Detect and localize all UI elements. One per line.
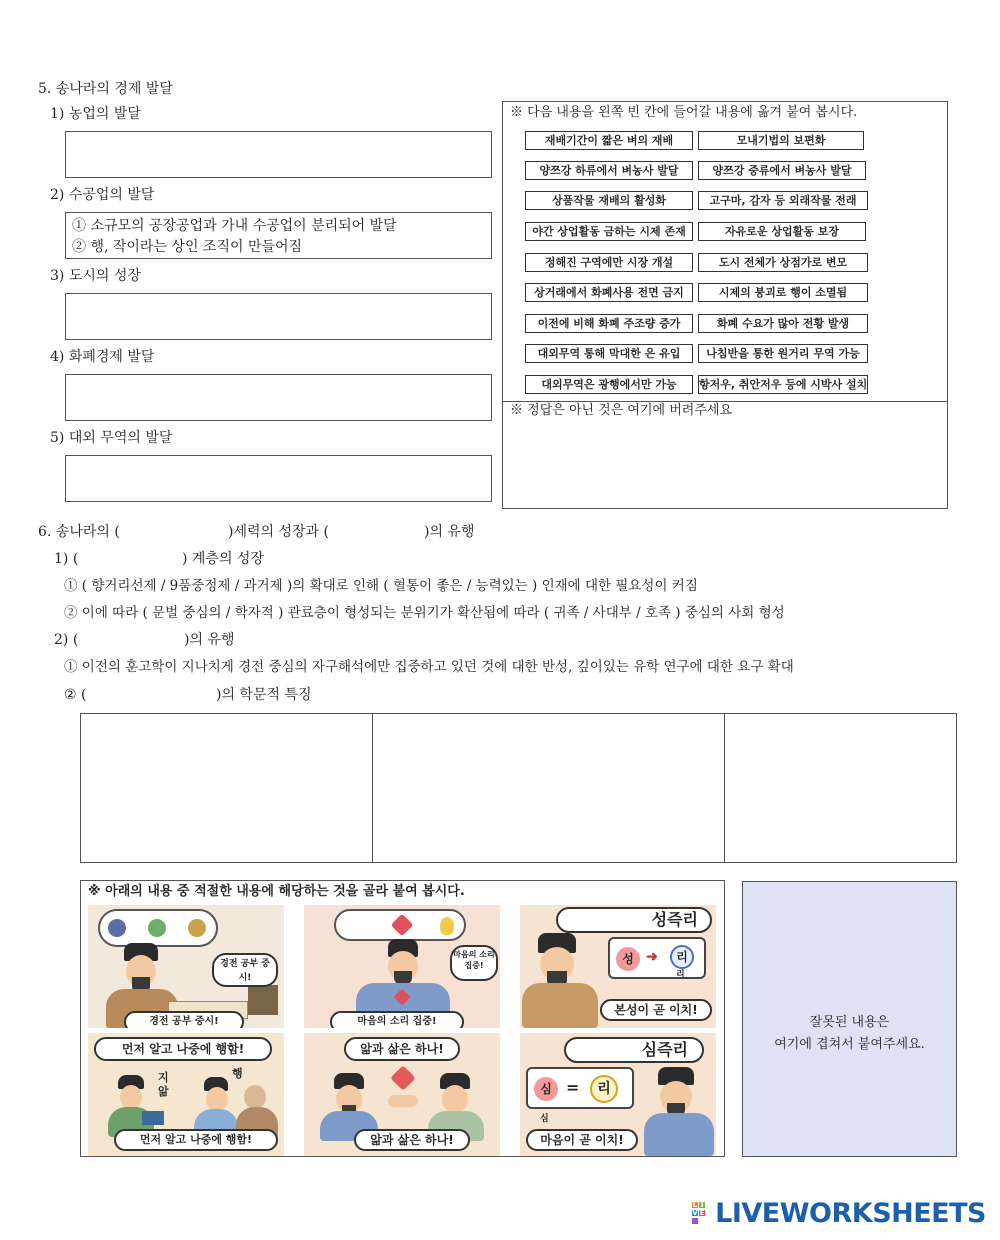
sub2-line-2-blank[interactable] bbox=[92, 684, 214, 704]
heart-icon bbox=[390, 1065, 415, 1090]
handicraft-line-2: ② 행, 작이라는 상인 조직이 만들어짐 bbox=[72, 239, 303, 255]
cartoon-know-then-act[interactable] bbox=[88, 1033, 284, 1156]
card-yangtze-lower-rice[interactable]: 양쯔강 하류에서 벼농사 발달 bbox=[525, 161, 693, 180]
card-foreign-crops[interactable]: 고구마, 감자 등 외래작물 전래 bbox=[698, 191, 868, 210]
people-icon bbox=[188, 919, 206, 937]
card-money-shortage[interactable]: 화폐 수요가 많아 전황 발생 bbox=[698, 314, 868, 333]
section6-title-part2: )세력의 성장과 ( bbox=[228, 524, 329, 540]
card-coin-minting-increase[interactable]: 이전에 비해 화폐 주조량 증가 bbox=[525, 314, 693, 333]
sim-label: 심 bbox=[540, 1114, 549, 1124]
cartoon-simjeukri[interactable] bbox=[520, 1033, 716, 1156]
ri-label: 리 bbox=[676, 970, 685, 980]
card-compass-trade[interactable]: 나침반을 통한 원거리 무역 가능 bbox=[698, 344, 868, 363]
speech-bubble: 앎과 삶은 하나! bbox=[344, 1037, 460, 1061]
card-trade-guangzhou-only[interactable]: 대외무역은 광행에서만 가능 bbox=[525, 375, 693, 394]
card-maritime-office[interactable]: 항저우, 취안저우 등에 시박사 설치 bbox=[698, 375, 868, 394]
currency-label: 4) 화폐경제 발달 bbox=[50, 349, 155, 365]
card-guild-disappears[interactable]: 시제의 붕괴로 행이 소멸됨 bbox=[698, 283, 868, 302]
seong-circle: 성 bbox=[616, 947, 640, 971]
formula-board bbox=[608, 937, 706, 979]
book-icon bbox=[142, 1111, 164, 1125]
cartoon-classics-study[interactable] bbox=[88, 905, 284, 1028]
speech-bubble: 마음의 소리 집중! bbox=[450, 945, 498, 981]
city-label: 3) 도시의 성장 bbox=[50, 268, 141, 284]
card-silver-inflow[interactable]: 대외무역 통해 막대한 은 유입 bbox=[525, 344, 693, 363]
sub2-prefix: 2) ( bbox=[54, 632, 79, 648]
handicraft-box bbox=[65, 212, 492, 259]
wrong-answer-line-1: 잘못된 내용은 bbox=[809, 1015, 890, 1030]
agriculture-drop-zone[interactable] bbox=[65, 131, 492, 178]
trade-label: 5) 대외 무역의 발달 bbox=[50, 430, 173, 446]
city-drop-zone[interactable] bbox=[65, 293, 492, 340]
card-fixed-market-area[interactable]: 정해진 구역에만 시장 개설 bbox=[525, 253, 693, 272]
lightbulb-icon bbox=[440, 917, 454, 935]
caption: 본성이 곧 이치! bbox=[600, 999, 712, 1021]
earth-icon bbox=[148, 919, 166, 937]
currency-drop-zone[interactable] bbox=[65, 374, 492, 421]
card-cash-crops[interactable]: 상품작물 재배의 활성화 bbox=[525, 191, 693, 210]
section6-title-part1: 6. 송나라의 ( bbox=[38, 524, 120, 540]
card-currency-ban[interactable]: 상거래에서 화폐사용 전면 금지 bbox=[525, 283, 693, 302]
speech-bubble: 심즉리 bbox=[564, 1037, 704, 1063]
handicraft-label: 2) 수공업의 발달 bbox=[50, 187, 155, 203]
sim-circle: 심 bbox=[534, 1077, 558, 1101]
sub2-blank[interactable] bbox=[79, 629, 183, 649]
thought-cloud bbox=[98, 909, 218, 947]
globe-icon bbox=[108, 919, 126, 937]
liveworksheets-logo-icon: L I V E bbox=[692, 1202, 712, 1226]
hands-icon bbox=[388, 1095, 418, 1107]
characteristics-cell-2[interactable] bbox=[373, 714, 725, 862]
card-yangtze-middle-rice[interactable]: 양쯔강 중류에서 벼농사 발달 bbox=[698, 161, 866, 180]
formula-board bbox=[526, 1067, 634, 1109]
sub1-suffix: ) 계층의 성장 bbox=[182, 551, 264, 567]
card-city-shopping-street[interactable]: 도시 전체가 상점가로 변모 bbox=[698, 253, 868, 272]
section6-blank-2[interactable] bbox=[322, 521, 420, 541]
wrong-answer-line-2: 여기에 겹쳐서 붙여주세요. bbox=[774, 1037, 925, 1052]
sub1-blank[interactable] bbox=[79, 548, 181, 568]
equals-sign: = bbox=[566, 1078, 580, 1097]
wrong-answer-zone[interactable] bbox=[742, 881, 957, 1157]
cartoon-knowledge-life-one[interactable] bbox=[304, 1033, 500, 1156]
sub2-line-2-suffix: )의 학문적 특징 bbox=[216, 687, 312, 703]
card-free-commerce[interactable]: 자유로운 상업활동 보장 bbox=[698, 222, 866, 241]
picture-instruction: ※ 아래의 내용 중 적절한 내용에 해당하는 것을 골라 붙여 봅시다. bbox=[88, 884, 465, 899]
arrow-icon: ➜ bbox=[646, 949, 658, 965]
thought-cloud bbox=[334, 909, 466, 941]
ri-circle: 리 bbox=[670, 945, 694, 969]
card-night-commerce-ban[interactable]: 야간 상업활동 금하는 시제 존재 bbox=[525, 222, 693, 241]
sub1-line-2: ② 이에 따라 ( 문벌 중심의 / 학자적 ) 관료층이 형성되는 분위기가 확산됨에 따라 ( 귀족 / 사대부 / 호족 ) 중심의 사회 형성 bbox=[64, 605, 785, 621]
caption: 마음이 곧 이치! bbox=[526, 1129, 638, 1151]
heart-icon bbox=[391, 914, 414, 937]
speech-bubble: 먼저 알고 나중에 행함! bbox=[94, 1037, 272, 1061]
handicraft-line-1: ① 소규모의 공장공업과 가내 수공업이 분리되어 발달 bbox=[72, 218, 397, 234]
card-instruction: ※ 다음 내용을 왼쪽 빈 칸에 들어갈 내용에 옮겨 붙여 봅시다. bbox=[510, 105, 858, 120]
sub1-prefix: 1) ( bbox=[54, 551, 79, 567]
ji-label: 지 bbox=[158, 1071, 169, 1084]
wrong-answer-text bbox=[743, 1012, 956, 1056]
card-short-growing-rice[interactable]: 재배기간이 짧은 벼의 재배 bbox=[525, 131, 693, 150]
characteristics-table bbox=[80, 713, 957, 863]
caption: 경전 공부 중시! bbox=[124, 1011, 244, 1028]
sub2-line-1: ① 이전의 훈고학이 지나치게 경전 중심의 자구해석에만 집중하고 있던 것에 대한 반성, 깊이있는 유학 연구에 대한 요구 확대 bbox=[64, 659, 794, 675]
liveworksheets-logo[interactable]: LIVEWORKSHEETS bbox=[715, 1198, 986, 1229]
characteristics-cell-1[interactable] bbox=[81, 714, 373, 862]
sub2-line-2-prefix: ② ( bbox=[64, 687, 87, 703]
ri-circle: 리 bbox=[590, 1075, 618, 1103]
cartoon-inner-voice[interactable] bbox=[304, 905, 500, 1028]
caption: 앎과 삶은 하나! bbox=[354, 1129, 470, 1151]
cartoon-seongjeukri[interactable] bbox=[520, 905, 716, 1028]
sub2-suffix: )의 유행 bbox=[184, 632, 235, 648]
sub1-line-1: ① ( 향거리선제 / 9품중정제 / 과거제 )의 확대로 인해 ( 혈통이 좋은 / 능력있는 ) 인재에 대한 필요성이 커짐 bbox=[64, 578, 698, 594]
caption: 먼저 알고 나중에 행함! bbox=[114, 1129, 278, 1151]
section6-title-part3: )의 유행 bbox=[424, 524, 475, 540]
section5-title: 5. 송나라의 경제 발달 bbox=[38, 81, 173, 97]
card-rice-transplanting[interactable]: 모내기법의 보편화 bbox=[698, 131, 864, 150]
agriculture-label: 1) 농업의 발달 bbox=[50, 106, 141, 122]
speech-bubble: 경전 공부 중시! bbox=[212, 953, 278, 987]
books-icon bbox=[248, 985, 278, 1015]
ap-label: 앎 bbox=[158, 1085, 169, 1098]
trade-drop-zone[interactable] bbox=[65, 455, 492, 502]
characteristics-cell-3[interactable] bbox=[725, 714, 956, 862]
caption: 마음의 소리 집중! bbox=[330, 1011, 464, 1028]
discard-note: ※ 정답은 아닌 것은 여기에 버려주세요 bbox=[510, 403, 733, 418]
speech-bubble: 성즉리 bbox=[556, 907, 712, 933]
haeng-label: 행 bbox=[232, 1067, 243, 1080]
section6-blank-1[interactable] bbox=[122, 521, 226, 541]
